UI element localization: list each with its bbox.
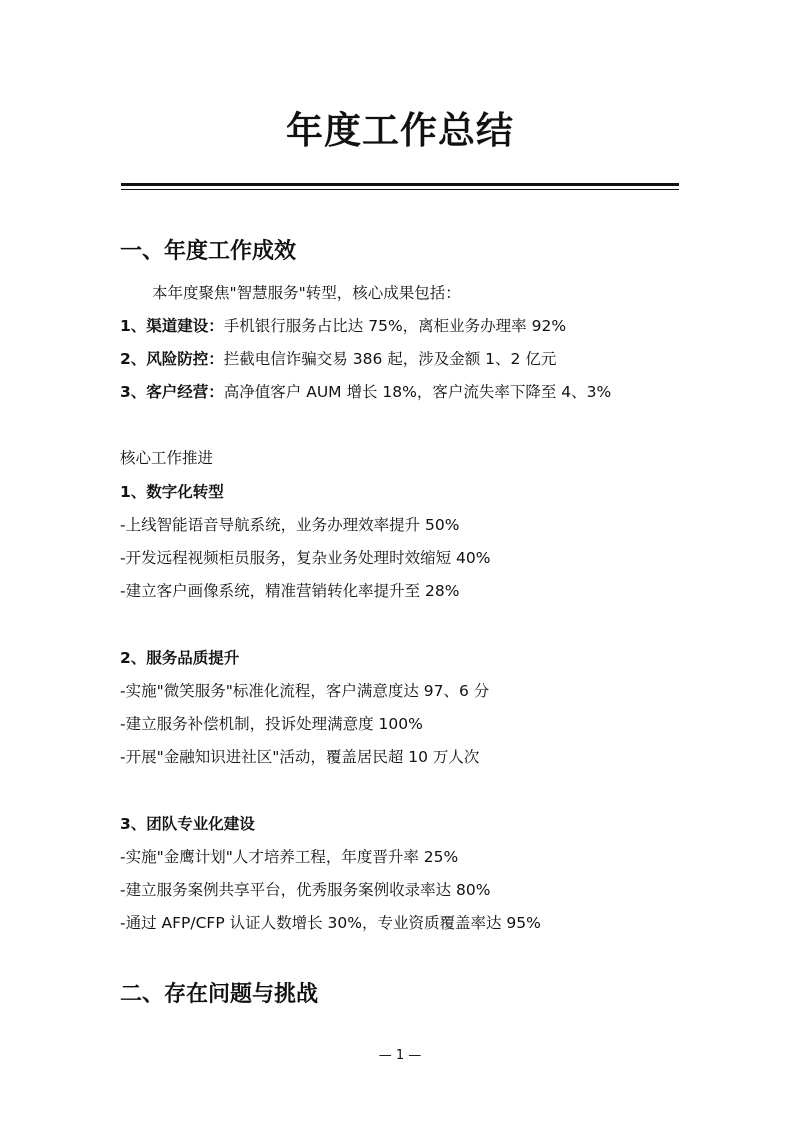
result-text: 高净值客户 AUM 增长 18%，客户流失率下降至 4、3%: [223, 383, 612, 401]
group-title: 2、服务品质提升: [120, 649, 240, 667]
list-item: -通过 AFP/CFP 认证人数增长 30%，专业资质覆盖率达 95%: [120, 914, 541, 932]
group-title: 1、数字化转型: [120, 483, 224, 501]
title-divider-thin: [121, 189, 679, 190]
section-1-heading: 一、年度工作成效: [120, 239, 297, 264]
result-item: [120, 380, 611, 404]
list-item: -上线智能语音导航系统，业务办理效率提升 50%: [120, 516, 460, 534]
title-divider-thick: [121, 183, 679, 186]
list-item: -建立客户画像系统，精准营销转化率提升至 28%: [120, 582, 460, 600]
page-number: — 1 —: [378, 1048, 422, 1063]
result-item: [120, 347, 556, 371]
list-item: -建立服务补偿机制，投诉处理满意度 100%: [120, 715, 423, 733]
result-item: [120, 314, 566, 338]
group-title: 3、团队专业化建设: [120, 815, 255, 833]
section-2-heading: 二、存在问题与挑战: [120, 982, 319, 1007]
result-text: 拦截电信诈骗交易 386 起，涉及金额 1、2 亿元: [223, 350, 557, 368]
list-item: -开发远程视频柜员服务，复杂业务处理时效缩短 40%: [120, 549, 491, 567]
list-item: -建立服务案例共享平台，优秀服务案例收录率达 80%: [120, 881, 491, 899]
result-label: 2、风险防控：: [120, 350, 224, 368]
result-label: 1、渠道建设：: [120, 317, 224, 335]
document-title: 年度工作总结: [286, 109, 514, 152]
core-work-subheading: 核心工作推进: [120, 449, 214, 467]
list-item: -实施"微笑服务"标准化流程，客户满意度达 97、6 分: [120, 682, 490, 700]
section-1-intro: 本年度聚焦"智慧服务"转型，核心成果包括：: [152, 284, 461, 302]
list-item: -开展"金融知识进社区"活动，覆盖居民超 10 万人次: [120, 748, 480, 766]
list-item: -实施"金鹰计划"人才培养工程，年度晋升率 25%: [120, 848, 459, 866]
result-label: 3、客户经营：: [120, 383, 224, 401]
result-text: 手机银行服务占比达 75%，离柜业务办理率 92%: [223, 317, 567, 335]
